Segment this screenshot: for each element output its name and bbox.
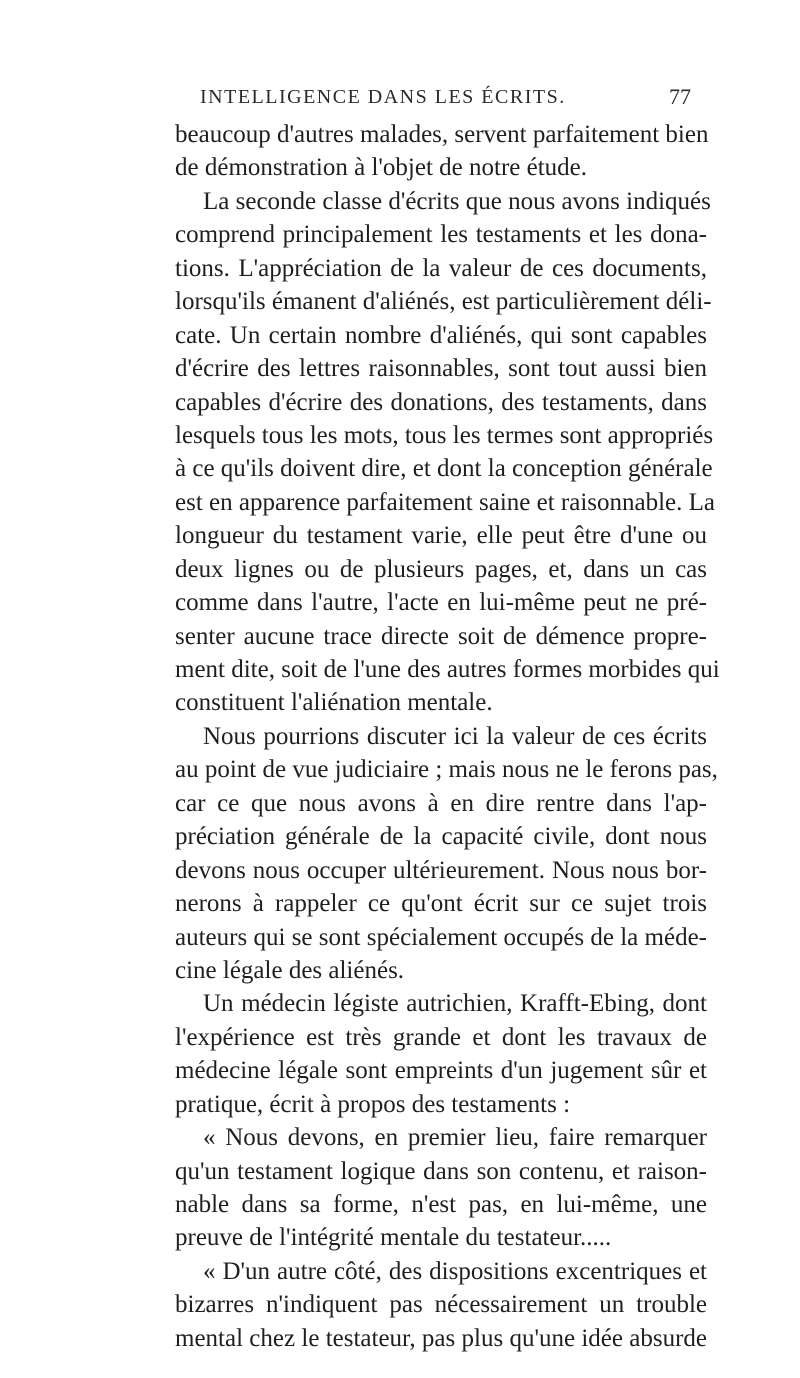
text-line: l'expérience est très grande et dont les travaux de bbox=[175, 1023, 707, 1051]
text-line: senter aucune trace directe soit de démence propre- bbox=[175, 622, 707, 650]
text-line: au point de vue judiciaire ; mais nous ne le ferons pas, bbox=[175, 756, 718, 784]
text-line: cate. Un certain nombre d'aliénés, qui sont capables bbox=[175, 321, 707, 349]
text-line: préciation générale de la capacité civile, dont nous bbox=[175, 823, 707, 851]
text-line: preuve de l'intégrité mentale du testateur..... bbox=[175, 1224, 612, 1252]
text-line: mental chez le testateur, pas plus qu'une idée absurde bbox=[175, 1324, 707, 1352]
text-line: longueur du testament varie, elle peut être d'une ou bbox=[175, 522, 707, 550]
text-line: lorsqu'ils émanent d'aliénés, est particulièrement déli- bbox=[175, 288, 712, 316]
text-line: ment dite, soit de l'une des autres formes morbides qui bbox=[175, 656, 720, 683]
text-line: pratique, écrit à propos des testaments : bbox=[175, 1090, 571, 1118]
text-line: Nous pourrions discuter ici la valeur de ces écrits bbox=[203, 722, 707, 750]
text-line: devons nous occuper ultérieurement. Nous nous bor- bbox=[175, 856, 707, 884]
text-line: à ce qu'ils doivent dire, et dont la conception générale bbox=[175, 455, 713, 483]
text-line: qu'un testament logique dans son contenu, et raison- bbox=[175, 1157, 707, 1185]
page-header bbox=[178, 86, 693, 116]
text-line: comprend principalement les testaments et les dona- bbox=[175, 221, 707, 249]
running-title: INTELLIGENCE DANS LES ÉCRITS. bbox=[200, 86, 566, 108]
text-line: car ce que nous avons à en dire rentre dans l'ap- bbox=[175, 789, 707, 817]
text-line: d'écrire des lettres raisonnables, sont tout aussi bien bbox=[175, 355, 707, 383]
text-line: médecine légale sont empreints d'un jugement sûr et bbox=[175, 1057, 707, 1085]
text-line: est en apparence parfaitement saine et raisonnable. La bbox=[175, 488, 716, 516]
text-line: beaucoup d'autres malades, servent parfaitement bien bbox=[175, 121, 709, 148]
text-line: lesquels tous les mots, tous les termes sont appropriés bbox=[175, 421, 714, 449]
text-line: auteurs qui se sont spécialement occupés de la méde- bbox=[175, 923, 707, 951]
text-line: constituent l'aliénation mentale. bbox=[175, 689, 493, 717]
text-line: capables d'écrire des donations, des testaments, dans bbox=[175, 388, 707, 416]
text-line: nerons à rappeler ce qu'ont écrit sur ce sujet trois bbox=[175, 890, 707, 918]
text-line: cine légale des aliénés. bbox=[175, 956, 405, 984]
text-line: de démonstration à l'objet de notre étude. bbox=[175, 154, 588, 182]
text-line: deux lignes ou de plusieurs pages, et, dans un cas bbox=[175, 555, 707, 583]
page-number: 77 bbox=[669, 84, 691, 109]
text-line: bizarres n'indiquent pas nécessairement un trouble bbox=[175, 1291, 707, 1319]
text-line: « D'un autre côté, des dispositions excentriques et bbox=[203, 1257, 707, 1285]
text-line: La seconde classe d'écrits que nous avons indiqués bbox=[203, 187, 711, 215]
text-line: « Nous devons, en premier lieu, faire remarquer bbox=[203, 1124, 707, 1152]
body-text bbox=[175, 118, 720, 1355]
text-line: comme dans l'autre, l'acte en lui-même peut ne pré- bbox=[175, 589, 707, 617]
text-line: nable dans sa forme, n'est pas, en lui-même, une bbox=[175, 1191, 707, 1218]
text-line: tions. L'appréciation de la valeur de ces documents, bbox=[175, 254, 707, 282]
text-line: Un médecin légiste autrichien, Krafft-Ebing, dont bbox=[203, 990, 707, 1018]
